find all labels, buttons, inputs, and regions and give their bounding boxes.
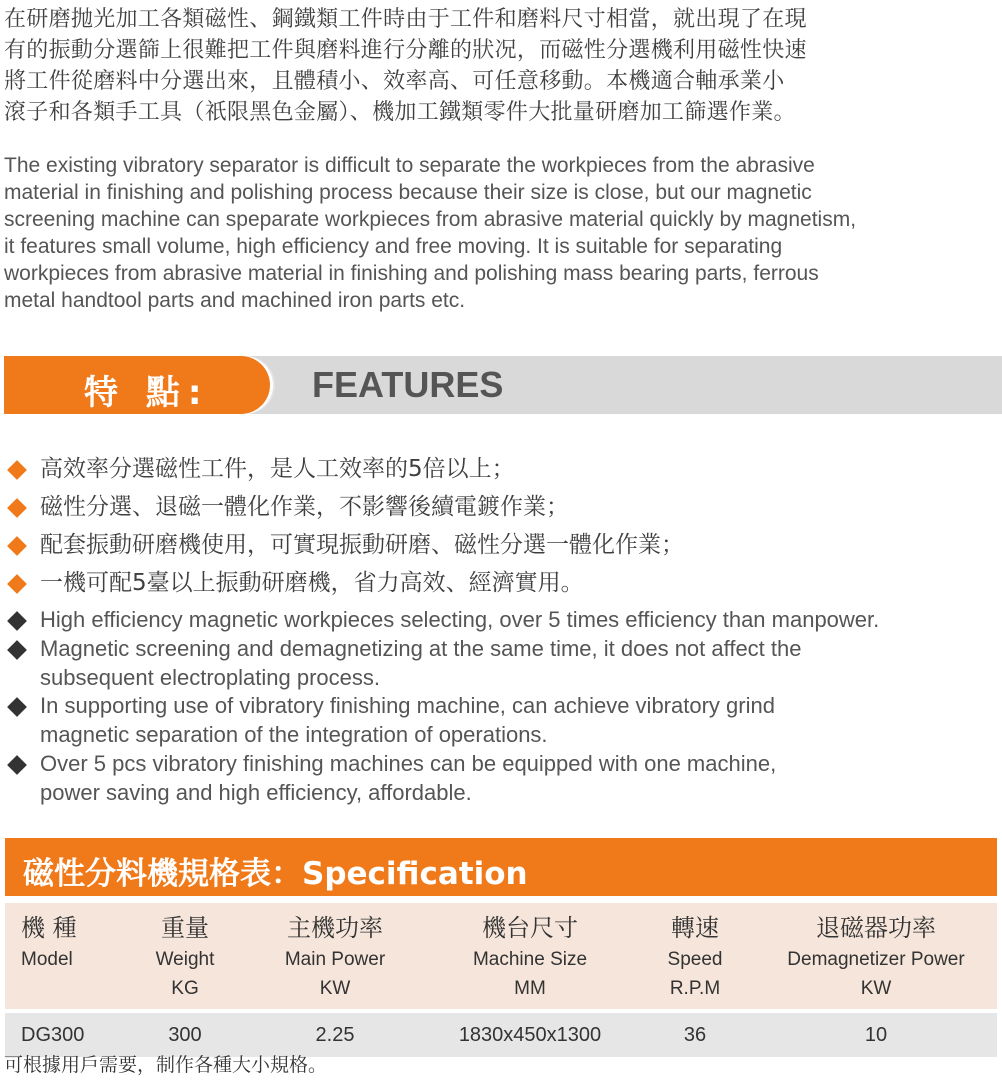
diamond-bullet-icon (7, 611, 27, 631)
table-cell-main-power: 2.25 (245, 1011, 425, 1057)
intro-zh-line: 將工件從磨料中分選出來，且體積小、效率高、可任意移動。本機適合軸承業小 (4, 69, 785, 94)
features-band (150, 356, 1002, 414)
list-item (8, 606, 998, 635)
list-item-text: Magnetic screening and demagnetizing at the same time, it does not affect the (40, 635, 802, 661)
table-cell-speed: 36 (635, 1011, 755, 1057)
table-header-row (5, 903, 997, 1011)
list-item-text: High efficiency magnetic workpieces selecting, over 5 times efficiency than manpower. (40, 607, 880, 632)
table-cell-model: DG300 (5, 1011, 125, 1057)
features-title: FEATURES (312, 364, 504, 405)
diamond-bullet-icon (7, 498, 27, 518)
list-item-text: power saving and high efficiency, affordable. (40, 779, 472, 805)
intro-en-line: workpieces from abrasive material in finishing and polishing mass bearing parts, ferrous (4, 262, 819, 285)
intro-en-line: metal handtool parts and machined iron parts etc. (4, 289, 466, 312)
list-item-text: magnetic separation of the integration of operations. (40, 722, 548, 748)
column-header-speed: 轉速 Speed R.P.M (635, 903, 755, 1011)
intro-en-line: material in finishing and polishing process because their size is close, but our magnetic (4, 181, 812, 204)
intro-zh-line: 滾子和各類手工具（祇限黑色金屬）、機加工鐵類零件大批量研磨加工篩選作業。 (4, 100, 796, 125)
spec-title: 磁性分料機規格表：Specification (23, 856, 528, 892)
intro-english (4, 152, 998, 314)
list-item (8, 528, 998, 566)
column-header-model: 機 種 Model (5, 903, 125, 1011)
list-item (8, 750, 998, 808)
diamond-bullet-icon (7, 697, 27, 717)
list-item-text: 一機可配5臺以上振動研磨機，省力高效、經濟實用。 (40, 570, 584, 596)
list-item (8, 692, 998, 750)
features-list-en (8, 606, 998, 808)
table-cell-machine-size: 1830x450x1300 (425, 1011, 635, 1057)
diamond-bullet-icon (7, 536, 27, 556)
diamond-bullet-icon (7, 574, 27, 594)
diamond-bullet-icon (7, 640, 27, 660)
list-item (8, 635, 998, 693)
column-header-weight: 重量 Weight KG (125, 903, 245, 1011)
column-header-demagnetizer-power: 退磁器功率 Demagnetizer Power KW (755, 903, 997, 1011)
intro-en-line: screening machine can speparate workpieces from abrasive material quickly by magnetism, (4, 208, 857, 231)
intro-en-line: it features small volume, high efficiency and free moving. It is suitable for separating (4, 235, 783, 258)
table-cell-weight: 300 (125, 1011, 245, 1057)
features-label-zh: 特 點: (84, 373, 210, 413)
table-cell-demagnetizer-power: 10 (755, 1011, 997, 1057)
list-item (8, 490, 998, 528)
column-header-main-power: 主機功率 Main Power KW (245, 903, 425, 1011)
list-item-text: 高效率分選磁性工件，是人工效率的5倍以上； (40, 456, 515, 482)
features-banner (0, 356, 1002, 414)
intro-zh-line: 在研磨抛光加工各類磁性、鋼鐵類工件時由于工件和磨料尺寸相當，就出現了在現 (4, 7, 807, 32)
column-header-machine-size: 機台尺寸 Machine Size MM (425, 903, 635, 1011)
diamond-bullet-icon (7, 460, 27, 480)
intro-chinese (4, 4, 998, 128)
spec-banner (5, 838, 997, 896)
list-item-text: In supporting use of vibratory finishing machine, can achieve vibratory grind (40, 693, 775, 719)
spec-footnote: 可根據用戶需要，制作各種大小規格。 (4, 1054, 328, 1076)
intro-zh-line: 有的振動分選篩上很難把工件與磨料進行分離的狀况，而磁性分選機利用磁性快速 (4, 38, 807, 63)
list-item-text: 磁性分選、退磁一體化作業，不影響後續電鍍作業； (40, 494, 569, 520)
list-item (8, 566, 998, 604)
spec-table (5, 903, 997, 1057)
list-item-text: Over 5 pcs vibratory finishing machines can be equipped with one machine, (40, 750, 777, 776)
intro-en-line: The existing vibratory separator is difficult to separate the workpieces from the abrasive (4, 154, 815, 177)
features-pill (4, 356, 270, 414)
diamond-bullet-icon (7, 755, 27, 775)
list-item (8, 452, 998, 490)
features-list-zh (8, 452, 998, 604)
list-item-text: subsequent electroplating process. (40, 664, 380, 690)
list-item-text: 配套振動研磨機使用，可實現振動研磨、磁性分選一體化作業； (40, 532, 684, 558)
